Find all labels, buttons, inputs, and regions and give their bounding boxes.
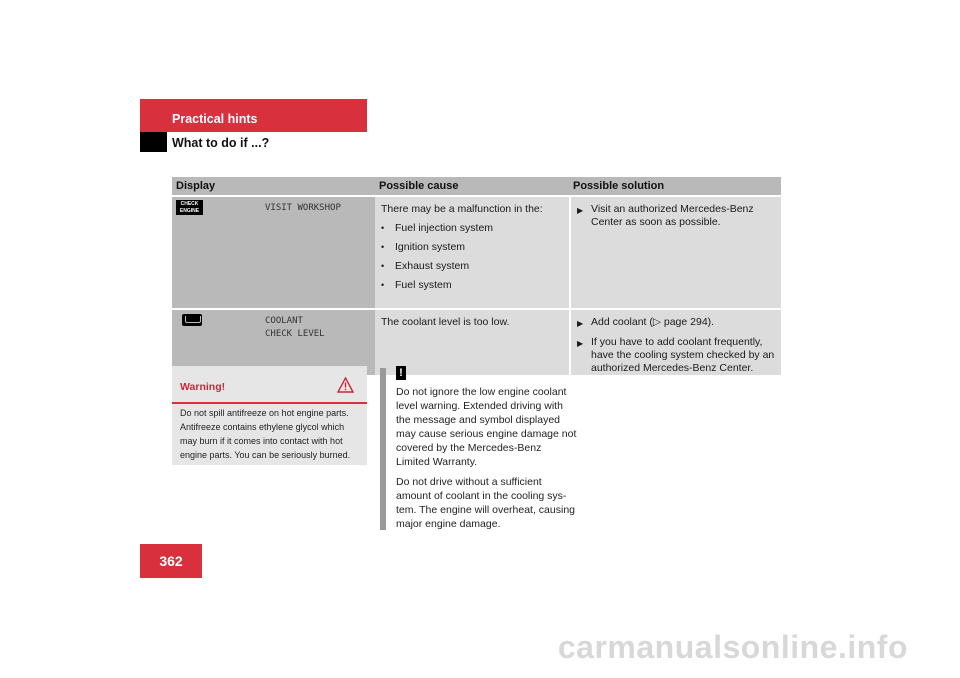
display-message: COOLANT CHECK LEVEL [265,316,325,339]
cause-intro: There may be a malfunction in the: [381,203,543,215]
solution-cell [569,310,781,375]
notice-paragraph: Do not ignore the low engine coolant level warning. Extended driving with the message and symbol displayed may cause serious engine damage not covered by the Mercedes-Benz Limited Warranty. [396,386,577,468]
troubleshooting-table [172,177,781,375]
exclamation-icon: ! [396,366,406,380]
list-item: • Ignition system [381,241,466,253]
cause-intro: The coolant level is too low. [381,316,510,328]
warning-text: Do not spill antifreeze on hot engine parts. Antifreeze contains ethylene glycol which may burn if it comes into contact with hot engine parts. You can be seriously burned. [180,408,351,460]
list-item: • Fuel injection system [381,222,494,234]
warning-triangle-icon [337,377,354,393]
header-solution: Possible solution [573,180,665,192]
subsection-marker [140,132,167,152]
display-message: VISIT WORKSHOP [265,203,341,213]
notice-text [396,385,578,537]
bullet-icon: • [381,261,385,271]
notice-paragraph: Do not drive without a sufficient amount of coolant in the cooling sys-tem. The engine will overheat, causing major engine damage. [396,476,575,530]
warning-box [172,366,367,465]
table-header [172,177,781,195]
bullet-icon: • [381,242,385,252]
check-engine-icon: CHECK ENGINE [176,200,203,215]
page-number: 362 [140,544,202,578]
section-title: Practical hints [172,112,258,126]
solution-cell [569,197,781,308]
header-display: Display [176,180,216,192]
arrow-right-icon: ▶ [577,339,584,348]
bullet-icon: • [381,280,385,290]
header-cause: Possible cause [379,180,459,192]
list-item: ▶ Add coolant (▷ page 294). [577,316,715,328]
cause-cell [375,197,569,308]
list-item: ▶ Visit an authorized Mercedes-Benz Center as soon as possible. [577,203,754,228]
list-item: • Fuel system [381,279,452,291]
subsection-title: What to do if ...? [172,136,270,150]
watermark: carmanualsonline.info [557,629,908,665]
list-item: • Exhaust system [381,260,470,272]
warning-divider [172,402,367,404]
arrow-right-icon: ▶ [577,206,584,215]
bullet-icon: • [381,223,385,233]
list-item: ▶ If you have to add coolant frequently, have the cooling system checked by an authorized Mercedes-Benz Center. [577,336,775,374]
arrow-right-icon: ▶ [577,319,584,328]
warning-title: Warning! [180,381,226,393]
notice-bar [380,368,386,530]
coolant-level-icon [182,314,202,326]
table-row [172,197,781,308]
display-cell [172,197,375,308]
